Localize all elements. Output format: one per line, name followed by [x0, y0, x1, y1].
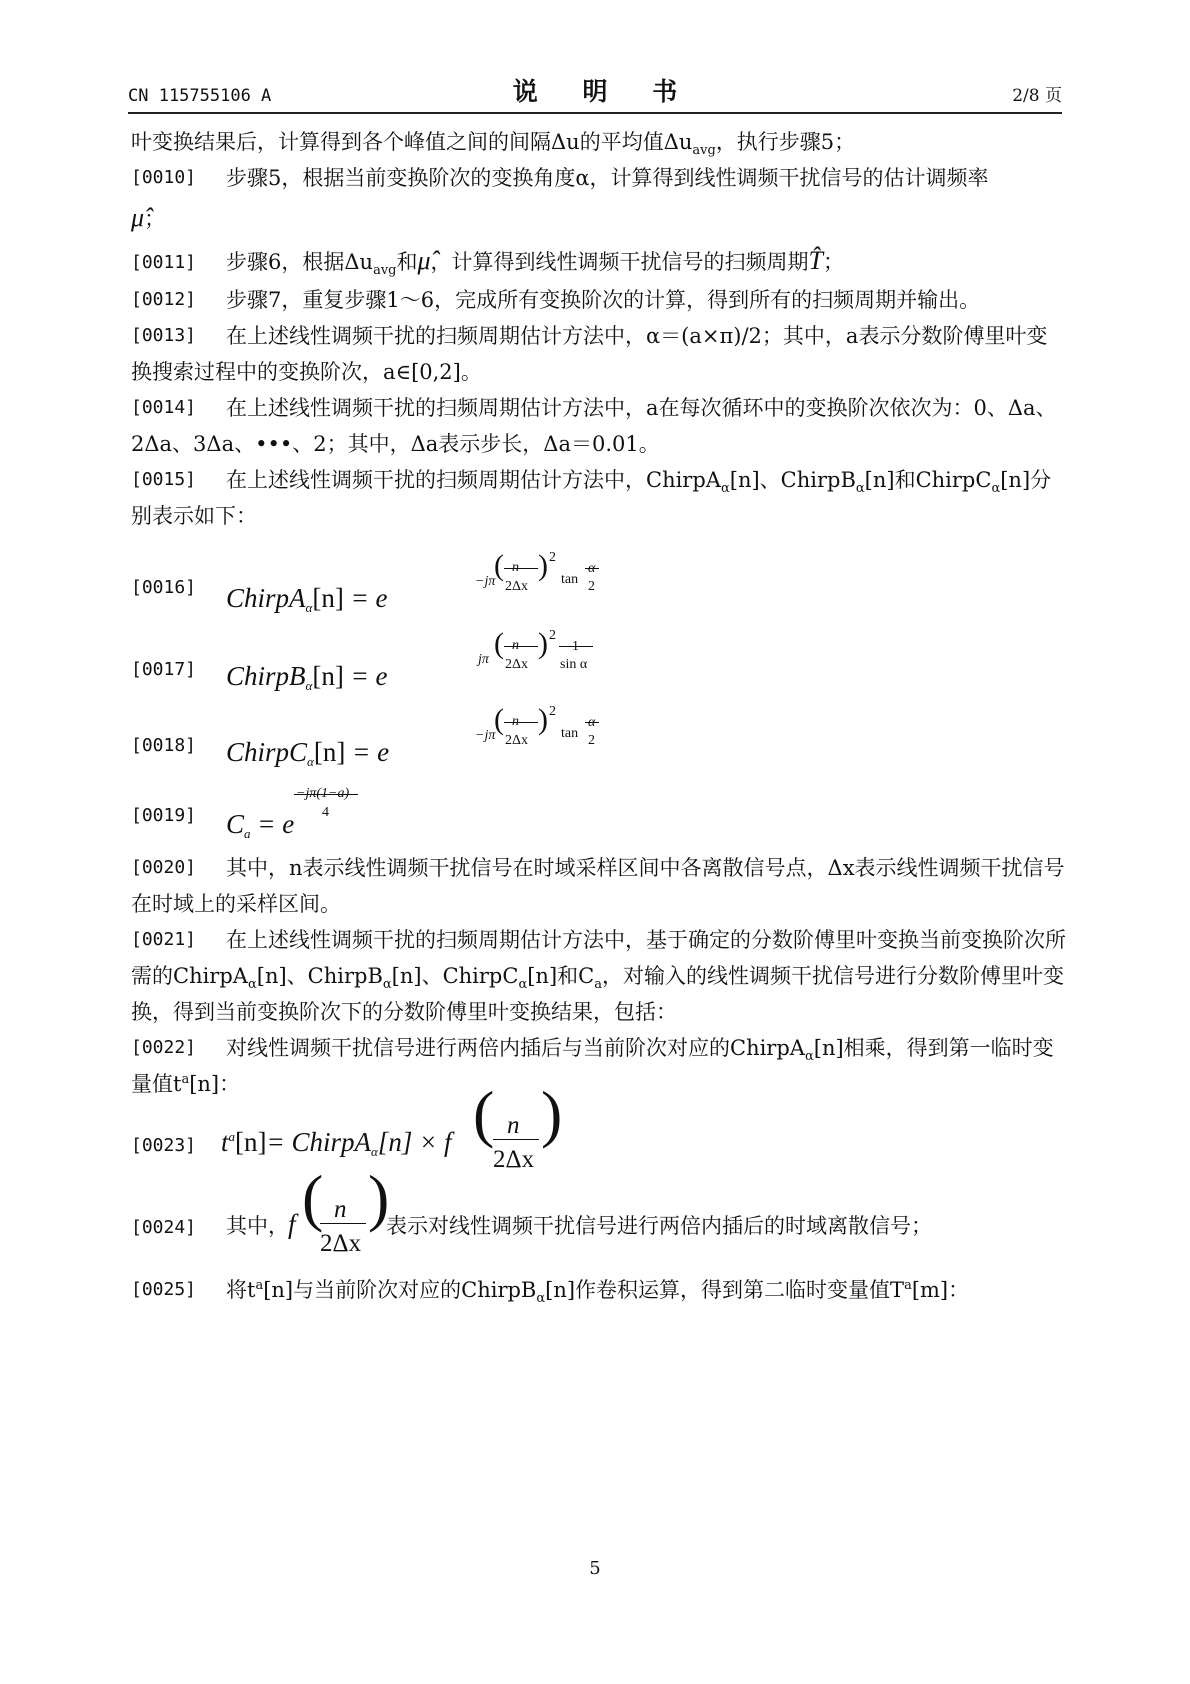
- paragraph-number: [0012]: [131, 289, 197, 310]
- document-body: 叶变换结果后，计算得到各个峰值之间的间隔Δu的平均值$\Delta u_{avg}$，执行步骤5； [0010] 步骤5，根据当前变换阶次的变换角度α，计算得到线性调频干扰信号的估计调频率 μ̂； [0011] 步骤6，根据$\Delta u_{avg}$和μ̂，计算得到线性调频干扰信号的扫频周期T̂； [0012] 步骤7，重复步骤1～6，完成所有变换阶次的计算，得到所有的扫频周期并输出。 [0013] 在上述线性调频干扰的扫频周期估计方法中，α＝(a×π)/2；其中，a表示分数阶傅里叶变换搜索过程中的变换阶次，a∈[0,2]。 [0014] 在上述线性调频干扰的扫频周期估计方法中，a在每次循环中的变换阶次依次为：0、Δa、2Δa、3Δa、•••、2；其中，Δa表示步长，Δa＝0.01。 [0015] 在上述线性调频干扰的扫频周期估计方法中，ChirpA$_\alpha$[n]、ChirpB$_\alpha$[n]和ChirpC$_\alpha$[n]分别表示如下： [0016] ChirpA$_\alpha$[n] = e −jπ ( n 2Δx ) 2 tan α 2 [0017] ChirpB$_\alpha$[n] = e jπ ( n 2Δx ) 2 1 sin α [0018] ChirpC$_\alpha$[n] = e −jπ ( n 2Δx ) 2 tan α 2 [0019] $C_a = e$ −jπ(1−a) 4 [0020] 其中，n表示线性调频干扰信号在时域采样区间中各离散信号点，Δx表示线性调频干扰信号在时域上的采样区间。 [0021] 在上述线性调频干扰的扫频周期估计方法中，基于确定的分数阶傅里叶变换当前变换阶次所需的ChirpA$_\alpha$[n]、ChirpB$_\alpha$[n]、ChirpC$_\alpha$[n]和$C_a$，对输入的线性调频干扰信号进行分数阶傅里叶变换，得到当前变换阶次下的分数阶傅里叶变换结果，包括： [0022] 对线性调频干扰信号进行两倍内插后与当前阶次对应的ChirpA$_\alpha$[n]相乘，得到第一临时变量值$t^a[n]$： [0023] $t^a[n]=$ ChirpA$_\alpha$[n] × f ( n 2Δx ) [0024] 其中， f ( n 2Δx ) 表示对线性调频干扰信号进行两倍内插后的时域离散信号； [0025] 将$t^a[n]$与当前阶次对应的ChirpB$_\alpha$[n]作卷积运算，得到第二临时变量值$T^a[m]$：: [131, 124, 1066, 1308]
- paragraph-0024: [0024] 其中， f ( n 2Δx ) 表示对线性调频干扰信号进行两倍内插后的时域离散信号；: [131, 1162, 932, 1257]
- paragraph-number: [0010]: [131, 167, 197, 188]
- paragraph-number: [0013]: [131, 325, 197, 346]
- paragraph-0022: [0022] 对线性调频干扰信号进行两倍内插后与当前阶次对应的ChirpA$_\alpha$[n]相乘，得到第一临时变量值$t^a[n]$：: [131, 1030, 1066, 1102]
- equation-0018: [0018] ChirpC$_\alpha$[n] = e −jπ ( n 2Δx ) 2 tan α 2: [131, 708, 1066, 784]
- paragraph-number: [0014]: [131, 397, 197, 418]
- paragraph-0021: [0021] 在上述线性调频干扰的扫频周期估计方法中，基于确定的分数阶傅里叶变换当前变换阶次所需的ChirpA$_\alpha$[n]、ChirpB$_\alpha$[n]、ChirpC$_\alpha$[n]和$C_a$，对输入的线性调频干扰信号进行分数阶傅里叶变换，得到当前变换阶次下的分数阶傅里叶变换结果，包括：: [131, 922, 1066, 1030]
- paragraph-number: [0017]: [131, 659, 197, 680]
- mu-hat-symbol: μ̂: [417, 246, 431, 275]
- paragraph-number: [0025]: [131, 1279, 197, 1300]
- paragraph-number: [0023]: [131, 1135, 197, 1156]
- equation-0016: [0016] ChirpA$_\alpha$[n] = e −jπ ( n 2Δx ) 2 tan α 2: [131, 550, 1066, 632]
- paragraph-0025: [0025] 将$t^a[n]$与当前阶次对应的ChirpB$_\alpha$[n]作卷积运算，得到第二临时变量值$T^a[m]$：: [131, 1272, 1066, 1308]
- paragraph-0020: [0020] 其中，n表示线性调频干扰信号在时域采样区间中各离散信号点，Δx表示线性调频干扰信号在时域上的采样区间。: [131, 850, 1066, 922]
- paragraph-0012: [0012] 步骤7，重复步骤1～6，完成所有变换阶次的计算，得到所有的扫频周期并输出。: [131, 282, 1066, 318]
- paragraph-number: [0015]: [131, 469, 197, 490]
- page-info: 2/8 页: [1012, 86, 1062, 106]
- page-title: 说 明 书: [512, 77, 696, 106]
- mu-hat-symbol: μ̂: [131, 203, 145, 232]
- paragraph-number: [0022]: [131, 1037, 197, 1058]
- paragraph-number: [0021]: [131, 929, 197, 950]
- paragraph-number: [0011]: [131, 252, 197, 273]
- paragraph-number: [0016]: [131, 577, 197, 598]
- paragraph-0009-tail: 叶变换结果后，计算得到各个峰值之间的间隔Δu的平均值$\Delta u_{avg}$，执行步骤5；: [131, 130, 856, 158]
- page-number: 5: [589, 1558, 601, 1579]
- paragraph-number: [0019]: [131, 805, 197, 826]
- paragraph-0014: [0014] 在上述线性调频干扰的扫频周期估计方法中，a在每次循环中的变换阶次依次为：0、Δa、2Δa、3Δa、•••、2；其中，Δa表示步长，Δa＝0.01。: [131, 390, 1066, 462]
- t-hat-symbol: T̂: [808, 246, 824, 275]
- page-header: [128, 72, 1062, 114]
- doc-number: CN 115755106 A: [128, 86, 272, 106]
- paragraph-0011: [0011] 步骤6，根据$\Delta u_{avg}$和μ̂，计算得到线性调频干扰信号的扫频周期T̂；: [131, 240, 1066, 282]
- paragraph-number: [0020]: [131, 857, 197, 878]
- paragraph-0013: [0013] 在上述线性调频干扰的扫频周期估计方法中，α＝(a×π)/2；其中，a表示分数阶傅里叶变换搜索过程中的变换阶次，a∈[0,2]。: [131, 318, 1066, 390]
- paragraph-number: [0018]: [131, 735, 197, 756]
- paragraph-0015: [0015] 在上述线性调频干扰的扫频周期估计方法中，ChirpA$_\alpha$[n]、ChirpB$_\alpha$[n]和ChirpC$_\alpha$[n]分别表示如下：: [131, 462, 1066, 534]
- equation-0019: [0019] $C_a = e$ −jπ(1−a) 4: [131, 784, 1066, 850]
- paragraph-0010: [0010] 步骤5，根据当前变换阶次的变换角度α，计算得到线性调频干扰信号的估计调频率: [131, 160, 1066, 196]
- equation-0017: [0017] ChirpB$_\alpha$[n] = e jπ ( n 2Δx ) 2 1 sin α: [131, 632, 1066, 708]
- paragraph-number: [0024]: [131, 1217, 197, 1238]
- equation-0023: [0023] $t^a[n]=$ ChirpA$_\alpha$[n] × f ( n 2Δx ): [131, 1078, 563, 1173]
